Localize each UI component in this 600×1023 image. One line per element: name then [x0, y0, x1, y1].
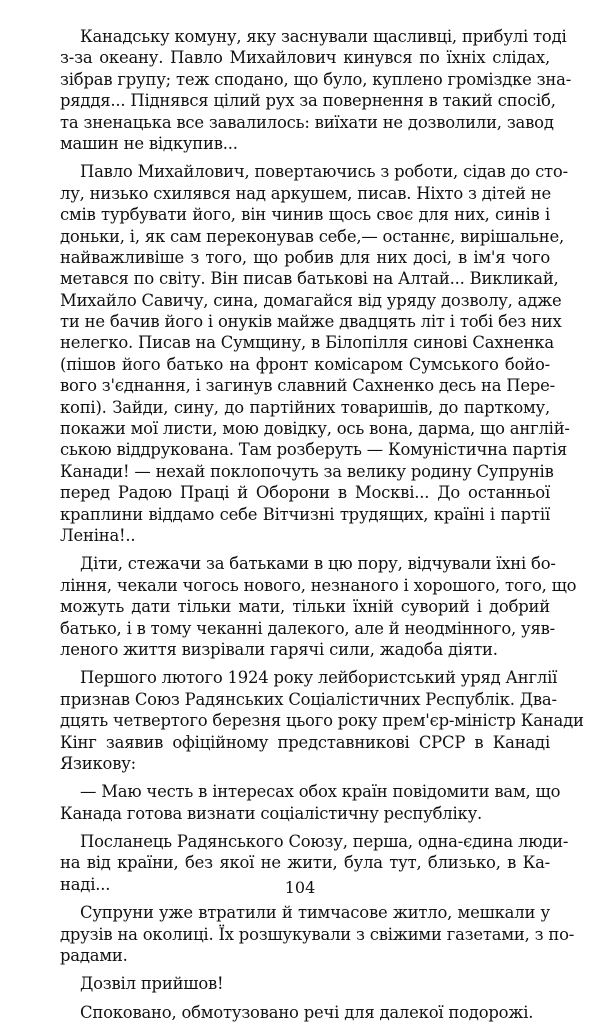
text-line: признав Союз Радянських Соціалістичних Республік. Два- [60, 689, 557, 709]
text-line: Супруни уже втратили й тимчасове житло, мешкали у [80, 903, 550, 923]
paragraph [60, 553, 577, 660]
text-line: Першого лютого 1924 року лейбористський уряд Англії [80, 668, 558, 688]
paragraph [60, 902, 575, 966]
text-line: на від країни, без якої не жити, була тут, близько, в Ка- [60, 853, 550, 873]
text-line: друзів на околиці. Їх розшукували з свіжими газетами, з по- [60, 924, 575, 944]
text-body [60, 26, 584, 1023]
paragraph [60, 973, 550, 994]
text-line: Кінг заявив офіційному представникові СРСР в Канаді [60, 732, 550, 752]
text-line: ління, чекали чогось нового, незнаного і хорошого, того, що [60, 575, 577, 595]
paragraph [60, 26, 572, 154]
text-line: Канади! — нехай поклопочуть за велику родину Супрунів [60, 461, 554, 481]
text-line: дцять четвертого березня цього року прем'єр-міністр Канади [60, 711, 584, 731]
text-line: наді... [60, 874, 111, 894]
text-line: перед Радою Праці й Оборони в Москві... До останньої [60, 483, 550, 503]
text-line: нелегко. Писав на Сумщину, в Білопілля синові Сахненка [60, 333, 554, 353]
text-line: радами. [60, 946, 128, 966]
text-line: метався по світу. Він писав батькові на Алтай... Викликай, [60, 269, 559, 289]
text-line: ти не бачив його і онуків майже двадцять літ і тобі без них [60, 312, 562, 332]
text-line: Посланець Радянського Союзу, перша, одна-єдина люди- [80, 832, 569, 852]
text-line: Канадську комуну, яку заснували щасливці, прибулі тоді [80, 27, 567, 46]
text-line: копі). Зайди, сину, до партійних товаришів, до парткому, [60, 397, 550, 417]
text-line: можуть дати тільки мати, тільки їхній суворий і добрий [60, 597, 550, 617]
text-line: — Маю честь в інтересах обох країн повідомити вам, що [80, 782, 561, 802]
text-line: вого з'єднання, і загинув славний Сахненко десь на Пере- [60, 376, 556, 396]
text-line: машин не відкупив... [60, 133, 238, 153]
text-line: доньки, і, як сам переконував себе,— останнє, вирішальне, [60, 226, 564, 246]
paragraph [60, 161, 570, 546]
text-line: батько, і в тому чеканні далекого, але й неодмінного, уяв- [60, 618, 555, 638]
page-number: 104 [284, 878, 316, 897]
text-line: покажи мої листи, мою довідку, ось вона, дарма, що англій- [60, 419, 570, 439]
text-line: Павло Михайлович, повертаючись з роботи, сідав до сто- [80, 162, 568, 182]
text-line: (пішов його батько на фронт комісаром Сумського бойо- [60, 354, 550, 374]
text-line: Михайло Савичу, сина, домагайся від уряду дозволу, адже [60, 290, 562, 310]
text-line: ряддя... Піднявся цілий рух за повернення в такий спосіб, [60, 91, 556, 111]
text-line: Споковано, обмотузовано речі для далекої подорожі. [80, 1002, 534, 1022]
text-line: лу, низько схилявся над аркушем, писав. Ніхто з дітей не [60, 183, 552, 203]
text-line: зібрав групу; теж сподано, що було, куплено громіздке зна- [60, 69, 572, 89]
text-line: леного життя визрівали гарячі сили, жадоба діяти. [60, 639, 498, 659]
paragraph [60, 1002, 550, 1023]
text-line: краплини віддамо себе Вітчизні трудящих, країні і партії [60, 504, 550, 524]
paragraph [60, 667, 584, 774]
text-line: ською віддрукована. Там розберуть — Комуністична партія [60, 440, 568, 460]
text-line: смів турбувати його, він чинив щось своє для них, синів і [60, 205, 550, 225]
paragraph [60, 781, 561, 824]
text-line: з-за океану. Павло Михайлович кинувся по їхніх слідах, [60, 48, 550, 68]
text-line: Язикову: [60, 753, 137, 773]
text-line: Дозвіл прийшов! [80, 974, 224, 994]
text-line: та зненацька все завалилось: виїхати не дозволили, завод [60, 112, 554, 132]
text-line: Леніна!.. [60, 525, 136, 545]
text-line: Канада готова визнати соціалістичну республіку. [60, 803, 483, 823]
text-line: Діти, стежачи за батьками в цю пору, відчували їхні бо- [80, 554, 556, 574]
text-line: найважливіше з того, що робив для них досі, в ім'я чого [60, 247, 550, 267]
